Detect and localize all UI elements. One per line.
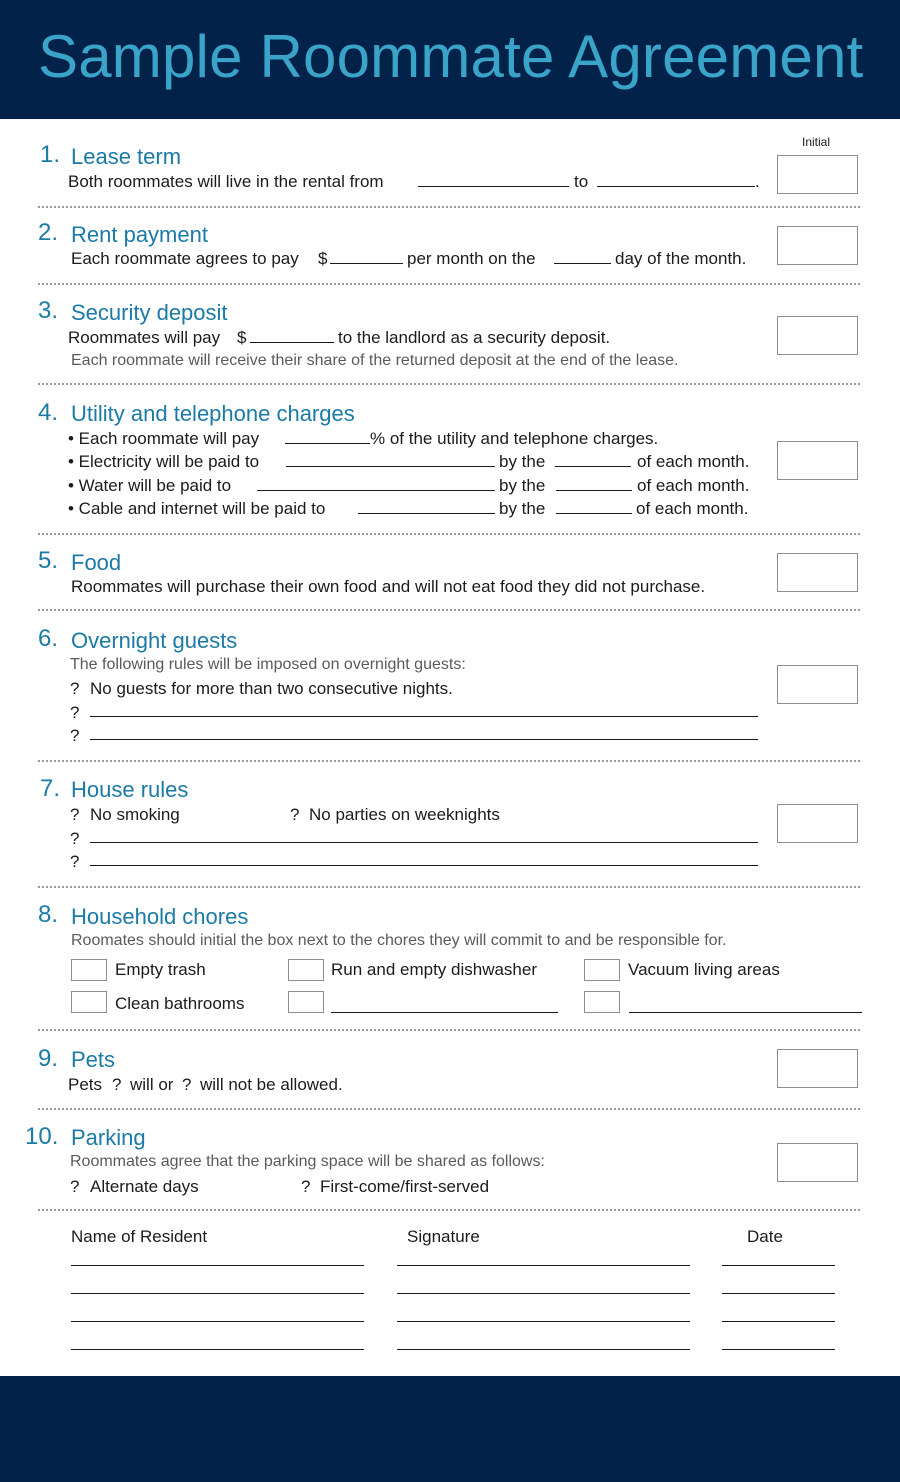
deposit-text-b: to the landlord as a security deposit. xyxy=(338,328,611,347)
utility-bullet-4: • Cable and internet will be paid to xyxy=(68,499,326,518)
lease-term-text: Both roommates will live in the rental from xyxy=(68,172,384,191)
section-9-title: Pets xyxy=(71,1047,116,1072)
pets-will: will or xyxy=(130,1075,174,1094)
date-header: Date xyxy=(747,1227,783,1246)
section-3-number: 3. xyxy=(38,297,59,324)
section-divider xyxy=(38,533,860,535)
pets-will-not: will not be allowed. xyxy=(200,1075,343,1094)
rent-amount-field[interactable] xyxy=(330,263,403,264)
section-3-title: Security deposit xyxy=(71,300,228,325)
initial-box-10[interactable] xyxy=(777,1143,858,1182)
pets-label: Pets xyxy=(68,1075,103,1094)
house-bullet: ? xyxy=(70,805,80,824)
initial-box-4[interactable] xyxy=(777,441,858,480)
utility-bullet-1: • Each roommate will pay xyxy=(68,429,260,448)
page-title: Sample Roommate Agreement xyxy=(38,23,864,90)
parking-option-alternate: Alternate days xyxy=(90,1177,199,1196)
parking-option-bullet[interactable]: ? xyxy=(301,1177,311,1196)
date-field[interactable] xyxy=(722,1321,835,1322)
initial-box-5[interactable] xyxy=(777,553,858,592)
guests-rule-field-3[interactable] xyxy=(90,739,758,740)
lease-end-field[interactable] xyxy=(597,186,755,187)
pets-option-bullet[interactable]: ? xyxy=(112,1075,122,1094)
house-rule-2: No parties on weeknights xyxy=(309,805,500,824)
section-divider xyxy=(38,1029,860,1031)
parking-option-first-come: First-come/first-served xyxy=(320,1177,490,1196)
parking-option-bullet[interactable]: ? xyxy=(70,1177,80,1196)
pets-option-bullet[interactable]: ? xyxy=(182,1075,192,1094)
section-divider xyxy=(38,760,860,762)
house-rule-field-4[interactable] xyxy=(90,865,758,866)
lease-to-text: to xyxy=(574,172,589,191)
chore-vacuum: Vacuum living areas xyxy=(628,960,780,979)
initial-box-6[interactable] xyxy=(777,665,858,704)
rent-text-a: Each roommate agrees to pay xyxy=(71,249,299,268)
guests-rule-1: No guests for more than two consecutive nights. xyxy=(90,679,453,698)
utility-percent-text: % of the utility and telephone charges. xyxy=(370,429,659,448)
signature-header: Signature xyxy=(407,1227,480,1246)
chore-checkbox-empty-trash[interactable] xyxy=(71,959,107,981)
house-bullet: ? xyxy=(70,852,80,871)
section-divider xyxy=(38,206,860,208)
section-10-number: 10. xyxy=(25,1123,59,1150)
initial-box-3[interactable] xyxy=(777,316,858,355)
deposit-text-a: Roommates will pay xyxy=(68,328,221,347)
initial-box-1[interactable] xyxy=(777,155,858,194)
rent-text-b: per month on the xyxy=(407,249,536,268)
section-divider xyxy=(38,886,860,888)
rent-text-c: day of the month. xyxy=(615,249,747,268)
lease-start-field[interactable] xyxy=(418,186,569,187)
guests-bullet: ? xyxy=(70,703,80,722)
rent-dollar: $ xyxy=(318,249,328,268)
chore-checkbox-custom-1[interactable] xyxy=(288,991,324,1013)
water-day-field[interactable] xyxy=(556,490,632,491)
signature-field[interactable] xyxy=(397,1293,690,1294)
section-5-number: 5. xyxy=(38,547,59,574)
chores-note: Roomates should initial the box next to the chores they will commit to and be responsible for. xyxy=(71,932,727,949)
utility-of-each-month: of each month. xyxy=(636,499,749,518)
section-9-number: 9. xyxy=(38,1045,59,1072)
section-6-title: Overnight guests xyxy=(71,628,238,653)
utility-bullet-2: • Electricity will be paid to xyxy=(68,452,260,471)
utility-percent-field[interactable] xyxy=(285,443,370,444)
resident-name-field[interactable] xyxy=(71,1349,364,1350)
section-6-number: 6. xyxy=(38,625,59,652)
section-divider xyxy=(38,1209,860,1211)
electricity-payee-field[interactable] xyxy=(286,466,495,467)
chore-checkbox-dishwasher[interactable] xyxy=(288,959,324,981)
section-5-title: Food xyxy=(71,550,122,575)
chore-empty-trash: Empty trash xyxy=(115,960,206,979)
section-1-title: Lease term xyxy=(71,144,182,169)
section-7-title: House rules xyxy=(71,777,189,802)
section-2-number: 2. xyxy=(38,219,59,246)
resident-name-field[interactable] xyxy=(71,1321,364,1322)
signature-field[interactable] xyxy=(397,1265,690,1266)
initial-box-7[interactable] xyxy=(777,804,858,843)
food-text: Roommates will purchase their own food and will not eat food they did not purchase. xyxy=(71,577,706,596)
utility-by-the: by the xyxy=(499,476,546,495)
water-payee-field[interactable] xyxy=(257,490,495,491)
section-4-number: 4. xyxy=(38,399,59,426)
deposit-amount-field[interactable] xyxy=(250,342,334,343)
cable-day-field[interactable] xyxy=(556,513,632,514)
house-bullet: ? xyxy=(290,805,300,824)
initial-label: Initial xyxy=(802,135,831,149)
section-7-number: 7. xyxy=(40,775,61,802)
footer-banner xyxy=(0,1376,900,1482)
date-field[interactable] xyxy=(722,1293,835,1294)
chore-dishwasher: Run and empty dishwasher xyxy=(331,960,538,979)
resident-name-field[interactable] xyxy=(71,1293,364,1294)
section-8-title: Household chores xyxy=(71,904,249,929)
deposit-dollar: $ xyxy=(237,328,247,347)
section-divider xyxy=(38,609,860,611)
house-rule-1: No smoking xyxy=(90,805,180,824)
section-divider xyxy=(38,1108,860,1110)
utility-of-each-month: of each month. xyxy=(637,476,750,495)
cable-payee-field[interactable] xyxy=(358,513,495,514)
rent-day-field[interactable] xyxy=(554,263,611,264)
chore-custom-field-1[interactable] xyxy=(331,1012,558,1013)
resident-name-header: Name of Resident xyxy=(71,1227,208,1246)
electricity-day-field[interactable] xyxy=(555,466,631,467)
house-bullet: ? xyxy=(70,829,80,848)
resident-name-field[interactable] xyxy=(71,1265,364,1266)
initial-box-9[interactable] xyxy=(777,1049,858,1088)
parking-note: Roommates agree that the parking space will be shared as follows: xyxy=(70,1153,545,1170)
section-10-title: Parking xyxy=(71,1125,146,1150)
signature-field[interactable] xyxy=(397,1321,690,1322)
signature-field[interactable] xyxy=(397,1349,690,1350)
utility-by-the: by the xyxy=(499,499,546,518)
guests-rule-field-2[interactable] xyxy=(90,716,758,717)
guests-bullet: ? xyxy=(70,679,80,698)
section-8-number: 8. xyxy=(38,901,59,928)
lease-period: . xyxy=(755,172,760,191)
section-1-number: 1. xyxy=(40,141,61,168)
date-field[interactable] xyxy=(722,1265,835,1266)
house-rule-field-3[interactable] xyxy=(90,842,758,843)
guests-bullet: ? xyxy=(70,726,80,745)
chore-checkbox-bathrooms[interactable] xyxy=(71,991,107,1013)
utility-of-each-month: of each month. xyxy=(637,452,750,471)
section-2-title: Rent payment xyxy=(71,222,208,247)
header-banner xyxy=(0,0,900,119)
utility-by-the: by the xyxy=(499,452,546,471)
section-4-title: Utility and telephone charges xyxy=(71,401,355,426)
utility-bullet-3: • Water will be paid to xyxy=(68,476,232,495)
chore-custom-field-2[interactable] xyxy=(629,1012,862,1013)
chore-bathrooms: Clean bathrooms xyxy=(115,994,245,1013)
section-divider xyxy=(38,383,860,385)
chore-checkbox-vacuum[interactable] xyxy=(584,959,620,981)
initial-box-2[interactable] xyxy=(777,226,858,265)
chore-checkbox-custom-2[interactable] xyxy=(584,991,620,1013)
section-divider xyxy=(38,283,860,285)
deposit-note: Each roommate will receive their share of the returned deposit at the end of the lease. xyxy=(71,352,679,369)
guests-note: The following rules will be imposed on overnight guests: xyxy=(70,656,466,673)
date-field[interactable] xyxy=(722,1349,835,1350)
